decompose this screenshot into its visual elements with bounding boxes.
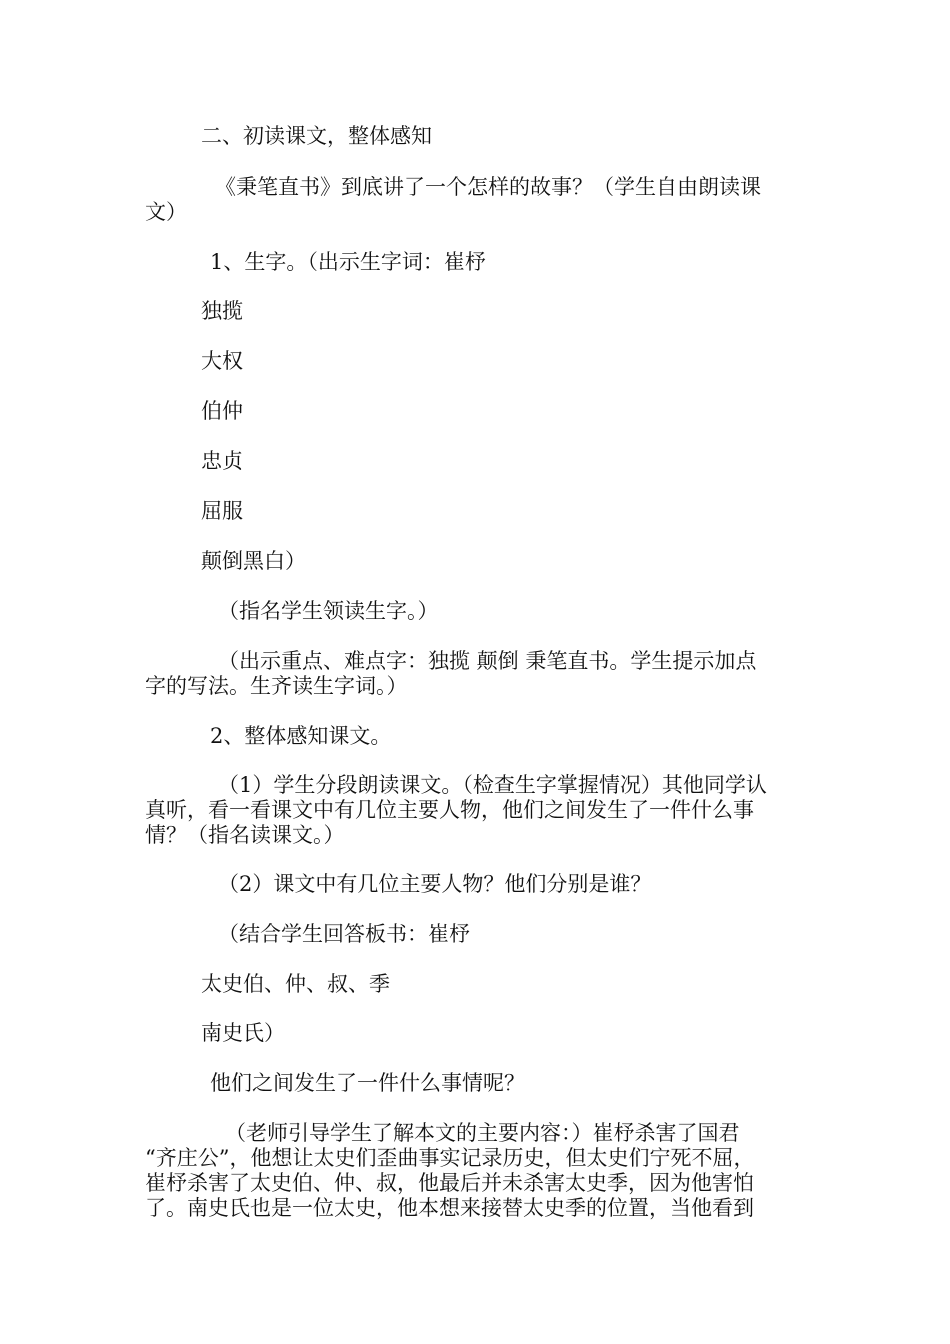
vocab-word: 伯仲 — [201, 399, 243, 423]
board-item: 太史伯、仲、叔、季 — [201, 972, 390, 996]
paragraph-line: （结合学生回答板书：崔杼 — [218, 922, 470, 946]
vocab-word: 独揽 — [201, 299, 243, 323]
board-item: 南史氏） — [201, 1021, 285, 1045]
paragraph-line: 真听，看一看课文中有几位主要人物，他们之间发生了一件什么事 — [145, 798, 754, 822]
paragraph-line: （出示重点、难点字：独揽 颠倒 秉笔直书。学生提示加点 — [218, 649, 757, 673]
paragraph-line: （老师引导学生了解本文的主要内容：）崔杼杀害了国君 — [225, 1121, 740, 1145]
section-heading: 二、初读课文，整体感知 — [201, 124, 432, 148]
vocab-word: 颠倒黑白） — [201, 549, 306, 573]
vocab-word: 大权 — [201, 349, 243, 373]
vocab-word: 忠贞 — [201, 449, 243, 473]
paragraph-line: 崔杼杀害了太史伯、仲、叔，他最后并未杀害太史季，因为他害怕 — [145, 1171, 754, 1195]
paragraph-line: 了。南史氏也是一位太史，他本想来接替太史季的位置，当他看到 — [145, 1196, 754, 1220]
paragraph-line: 文） — [145, 200, 187, 224]
paragraph-line: （指名学生领读生字。） — [218, 599, 439, 623]
paragraph-line: 他们之间发生了一件什么事情呢？ — [210, 1071, 525, 1095]
paragraph-line: （2）课文中有几位主要人物？他们分别是谁？ — [218, 872, 652, 896]
paragraph-line: 字的写法。生齐读生字词。） — [145, 674, 408, 698]
paragraph-line: “齐庄公”，他想让太史们歪曲事实记录历史，但太史们宁死不屈， — [145, 1146, 755, 1170]
paragraph-line: （1）学生分段朗读课文。（检查生字掌握情况）其他同学认 — [218, 773, 767, 797]
paragraph-line: 2、整体感知课文。 — [210, 724, 392, 748]
paragraph-line: 《秉笔直书》到底讲了一个怎样的故事？（学生自由朗读课 — [215, 175, 761, 199]
paragraph-line: 1、生字。（出示生字词：崔杼 — [210, 250, 486, 274]
paragraph-line: 情？（指名读课文。） — [145, 823, 345, 847]
vocab-word: 屈服 — [201, 499, 243, 523]
